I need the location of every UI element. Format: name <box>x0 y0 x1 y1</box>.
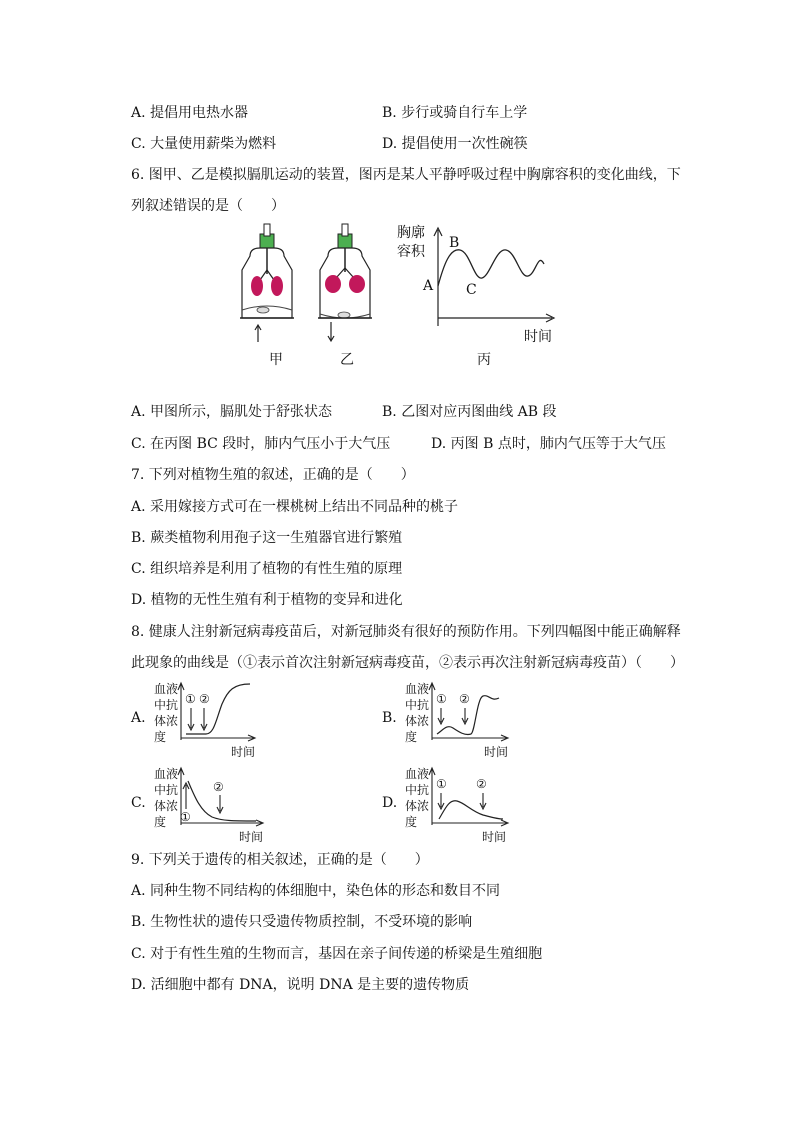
q9-option-b: B. 生物性状的遗传只受遗传物质控制，不受环境的影响 <box>131 914 473 930</box>
q8-graph-b-letter: B. <box>382 710 397 726</box>
bing-y-axis-label1: 胸廓 <box>397 225 425 241</box>
q8-graph-a <box>176 680 258 744</box>
q9-option-c: C. 对于有性生殖的生物而言，基因在亲子间传递的桥梁是生殖细胞 <box>131 946 543 962</box>
q7-option-d: D. 植物的无性生殖有利于植物的变异和进化 <box>131 592 403 608</box>
diaphragm-model-yi <box>314 222 380 344</box>
q8-graph-c-xlabel: 时间 <box>239 830 264 844</box>
q5-option-d: D. 提倡使用一次性碗筷 <box>382 136 528 152</box>
q8-graph-d-mark2: ② <box>476 777 487 791</box>
bing-point-b: B <box>449 235 460 251</box>
q8-stem-line2: 此现象的曲线是（①表示首次注射新冠病毒疫苗，②表示再次注射新冠病毒疫苗）（ ） <box>131 655 684 671</box>
q8-graph-d-xlabel: 时间 <box>482 830 507 844</box>
fig-label-bing: 丙 <box>477 352 491 368</box>
q9-option-d: D. 活细胞中都有 DNA，说明 DNA 是主要的遗传物质 <box>131 977 470 993</box>
q8-graph-a-mark2: ② <box>199 692 210 706</box>
bing-x-axis-label: 时间 <box>524 329 552 345</box>
q8-graph-c-ylabel: 血液 中抗 体浓 度 <box>154 767 179 829</box>
q8-graph-b-ylabel: 血液 中抗 体浓 度 <box>405 682 430 744</box>
q8-stem-line1: 8. 健康人注射新冠病毒疫苗后，对新冠肺炎有很好的预防作用。下列四幅图中能正确解释 <box>131 624 681 640</box>
q6-stem-line2: 列叙述错误的是（ ） <box>131 198 285 214</box>
q7-stem: 7. 下列对植物生殖的叙述，正确的是（ ） <box>131 467 415 483</box>
q8-graph-d <box>427 765 511 829</box>
q8-graph-b-xlabel: 时间 <box>484 745 509 759</box>
q7-option-a: A. 采用嫁接方式可在一棵桃树上结出不同品种的桃子 <box>131 499 459 515</box>
q5-option-a: A. 提倡用电热水器 <box>131 105 249 121</box>
q8-graph-b-mark1: ① <box>436 692 447 706</box>
q8-graph-c-mark2: ② <box>213 780 224 794</box>
q8-graph-a-mark1: ① <box>185 692 196 706</box>
q7-option-b: B. 蕨类植物利用孢子这一生殖器官进行繁殖 <box>131 530 403 546</box>
q6-option-d: D. 丙图 B 点时，肺内气压等于大气压 <box>431 436 666 452</box>
q7-option-c: C. 组织培养是利用了植物的有性生殖的原理 <box>131 561 403 577</box>
chest-volume-curve <box>430 224 560 330</box>
bing-point-c: C <box>466 282 477 298</box>
q6-option-a: A. 甲图所示，膈肌处于舒张状态 <box>131 404 333 420</box>
q6-option-b: B. 乙图对应丙图曲线 AB 段 <box>382 404 557 420</box>
q5-option-b: B. 步行或骑自行车上学 <box>382 105 528 121</box>
bing-point-a: A <box>423 278 434 294</box>
bing-y-axis-label2: 容积 <box>397 244 425 260</box>
q8-graph-b <box>427 680 511 744</box>
q8-graph-c-mark1: ① <box>180 810 191 824</box>
q8-graph-c <box>176 765 266 829</box>
diaphragm-model-jia <box>236 222 302 344</box>
q8-graph-d-ylabel: 血液 中抗 体浓 度 <box>405 767 430 829</box>
q8-graph-d-mark1: ① <box>436 777 447 791</box>
q8-graph-d-letter: D. <box>382 795 398 811</box>
q6-option-c: C. 在丙图 BC 段时，肺内气压小于大气压 <box>131 436 391 452</box>
q8-graph-a-xlabel: 时间 <box>231 745 256 759</box>
q8-graph-a-ylabel: 血液 中抗 体浓 度 <box>154 682 179 744</box>
q6-stem-line1: 6. 图甲、乙是模拟膈肌运动的装置，图丙是某人平静呼吸过程中胸廓容积的变化曲线，下 <box>131 167 681 183</box>
q9-stem: 9. 下列关于遗传的相关叙述，正确的是（ ） <box>131 852 429 868</box>
fig-label-yi: 乙 <box>340 352 354 368</box>
q8-graph-a-letter: A. <box>131 710 146 726</box>
q5-option-c: C. 大量使用薪柴为燃料 <box>131 136 277 152</box>
q8-graph-b-mark2: ② <box>459 692 470 706</box>
q9-option-a: A. 同种生物不同结构的体细胞中，染色体的形态和数目不同 <box>131 883 501 899</box>
q8-graph-c-letter: C. <box>131 795 146 811</box>
fig-label-jia: 甲 <box>269 352 283 368</box>
